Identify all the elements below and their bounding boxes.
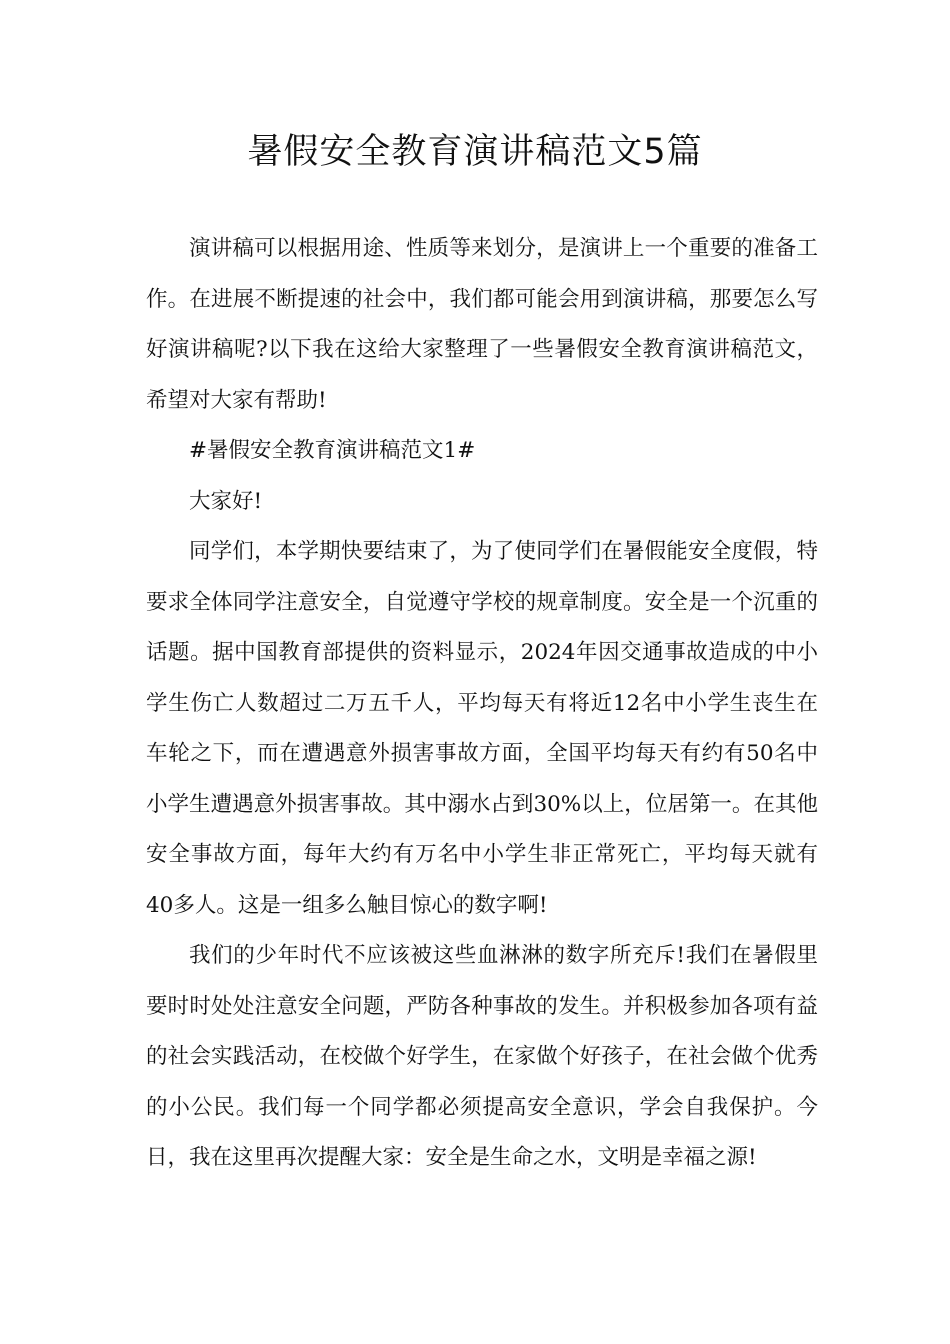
section-heading: #暑假安全教育演讲稿范文1# [189, 438, 476, 463]
greeting-paragraph: 大家好! [189, 488, 263, 514]
intro-paragraph: 演讲稿可以根据用途、性质等来划分，是演讲上一个重要的准备工作。在进展不断提速的社会中，我们都可能会用到演讲稿，那要怎么写好演讲稿呢?以下我在这给大家整理了一些暑假安全教育演讲稿范文，希望对大家有帮助! [146, 236, 818, 413]
document-title: 暑假安全教育演讲稿范文5篇 [247, 132, 703, 172]
body-paragraph: 我们的少年时代不应该被这些血淋淋的数字所充斥!我们在暑假里要时时处处注意安全问题，严防各种事故的发生。并积极参加各项有益的社会实践活动，在校做个好学生，在家做个好孩子，在社会做个优秀的小公民。我们每一个同学都必须提高安全意识，学会自我保护。今日，我在这里再次提醒大家：安全是生命之水，文明是幸福之源! [146, 943, 818, 1170]
document-body [146, 224, 818, 1184]
body-paragraph: 同学们，本学期快要结束了，为了使同学们在暑假能安全度假，特要求全体同学注意安全，自觉遵守学校的规章制度。安全是一个沉重的话题。据中国教育部提供的资料显示，2024年因交通事故造成的中小学生伤亡人数超过二万五千人，平均每天有将近12名中小学生丧生在车轮之下，而在遭遇意外损害事故方面，全国平均每天有约有50名中小学生遭遇意外损害事故。其中溺水占到30%以上，位居第一。在其他安全事故方面，每年大约有万名中小学生非正常死亡，平均每天就有40多人。这是一组多么触目惊心的数字啊! [146, 539, 818, 918]
